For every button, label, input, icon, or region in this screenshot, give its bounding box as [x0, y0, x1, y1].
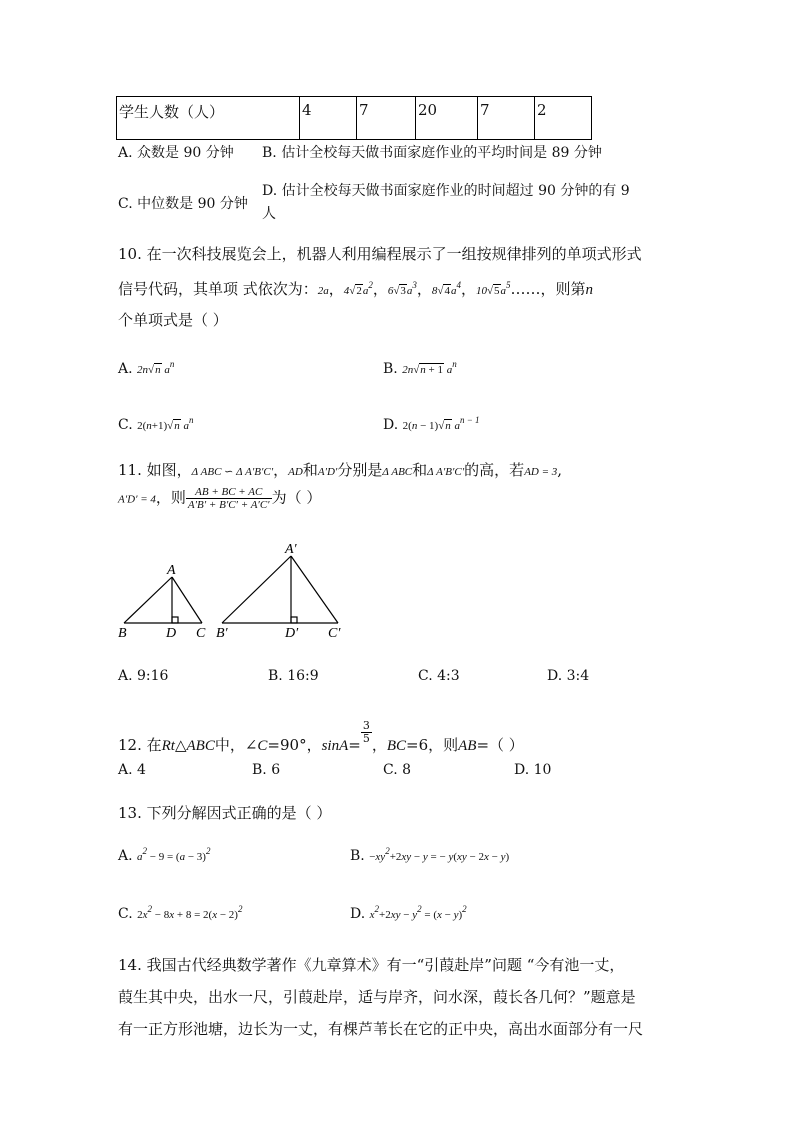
table-cell: 7 — [357, 97, 416, 140]
q13-option-c: C. $2x^2 - 8x + 8 = 2(x - 2)^2$ — [118, 904, 243, 922]
q11-option-d: D. 3:4 — [547, 668, 590, 684]
q10-option-a: A. 2n√n $a^n$ — [118, 359, 175, 377]
q11-line2: A′D′ = 4，则 $\frac{AB + BC + AC}{A'B' + B'C' + A'C'}$ 为（ ） — [118, 486, 322, 511]
q13-stem: 13. 下列分解因式正确的是（ ） — [118, 804, 332, 822]
q12-option-b: B. 6 — [252, 762, 281, 778]
q10-line2-prefix: 信号代码，其单项 式依次为： — [118, 280, 318, 298]
q9-option-c: C. 中位数是 90 分钟 — [118, 196, 248, 212]
table-cell: 7 — [478, 97, 535, 140]
q11-option-a: A. 9:16 — [118, 668, 169, 684]
q9-option-d-line1: D. 估计全校每天做书面家庭作业的时间超过 90 分钟的有 9 — [262, 183, 630, 199]
q11-line1: 11. 如图，Δ ABC ∽ Δ A′B′C′，AD和A′D′分别是Δ ABC和Δ A′B′C′的高，若AD = 3, — [118, 461, 563, 479]
table-cell: 20 — [416, 97, 478, 140]
q9-option-d-line2: 人 — [262, 206, 276, 222]
q10-option-d: D. 2(n − 1)√n $a^{n - 1}$ — [383, 415, 480, 433]
table-row — [117, 97, 592, 140]
label-A-prime: A′ — [285, 542, 297, 557]
q13-option-a: A. $a^2 - 9 = (a - 3)^2$ — [118, 846, 211, 864]
label-A: A — [167, 563, 176, 578]
q10-line2: 信号代码，其单项 式依次为：2a，$4√2a^2$，$6√3a^3$，$8√4a^4$，$10√5a^5\dots\dots$，则第n — [118, 280, 594, 298]
data-table — [116, 96, 592, 140]
q10-n: n — [585, 282, 594, 298]
q11-option-c: C. 4:3 — [418, 668, 460, 684]
q13-option-b: B. $-xy^2+2xy - y$ = − y(xy − 2x − y) — [350, 846, 510, 864]
table-cell: 4 — [300, 97, 357, 140]
q10-line1: 10. 在一次科技展览会上，机器人利用编程展示了一组按规律排列的单项式形式 — [118, 245, 642, 263]
q10-line2-suffix: ……，则第 — [510, 280, 586, 298]
q12-option-d: D. 10 — [514, 762, 552, 778]
label-C: C — [196, 626, 206, 640]
label-D: D — [166, 626, 177, 640]
q10-option-c: C. 2(n+1)√n $a^n$ — [118, 415, 194, 433]
q9-option-a: A. 众数是 90 分钟 — [118, 145, 234, 161]
table-cell: 2 — [535, 97, 592, 140]
triangles-figure — [110, 538, 360, 640]
label-C-prime: C′ — [328, 626, 341, 640]
q13-option-d: D. $x^2+2xy - y^2 = (x - y)^2$ — [350, 904, 467, 922]
q9-option-b: B. 估计全校每天做书面家庭作业的平均时间是 89 分钟 — [262, 145, 602, 161]
q12-option-a: A. 4 — [118, 762, 146, 778]
q14-line2: 葭生其中央，出水一尺，引葭赴岸，适与岸齐，问水深，葭长各几何？”题意是 — [118, 988, 636, 1006]
q10-option-b: B. 2n√n + 1 $a^n$ — [383, 359, 457, 377]
label-B-prime: B′ — [216, 626, 228, 640]
q10-line3: 个单项式是（ ） — [118, 311, 228, 329]
q14-line3: 有一正方形池塘，边长为一丈，有棵芦苇长在它的正中央，高出水面部分有一尺 — [118, 1020, 644, 1038]
q12-option-c: C. 8 — [383, 762, 412, 778]
label-D-prime: D′ — [285, 626, 299, 640]
table-row-label: 学生人数（人） — [117, 97, 300, 140]
q12-stem: 12. 在Rt△ABC中，∠C=90°，sinA= $\frac{3}{5}$ ，BC=6，则AB=（ ） — [118, 719, 524, 754]
label-B: B — [118, 626, 127, 640]
q14-line1: 14. 我国古代经典数学著作《九章算术》有一“引葭赴岸”问题 “今有池一丈， — [118, 956, 625, 974]
q11-option-b: B. 16:9 — [268, 668, 319, 684]
